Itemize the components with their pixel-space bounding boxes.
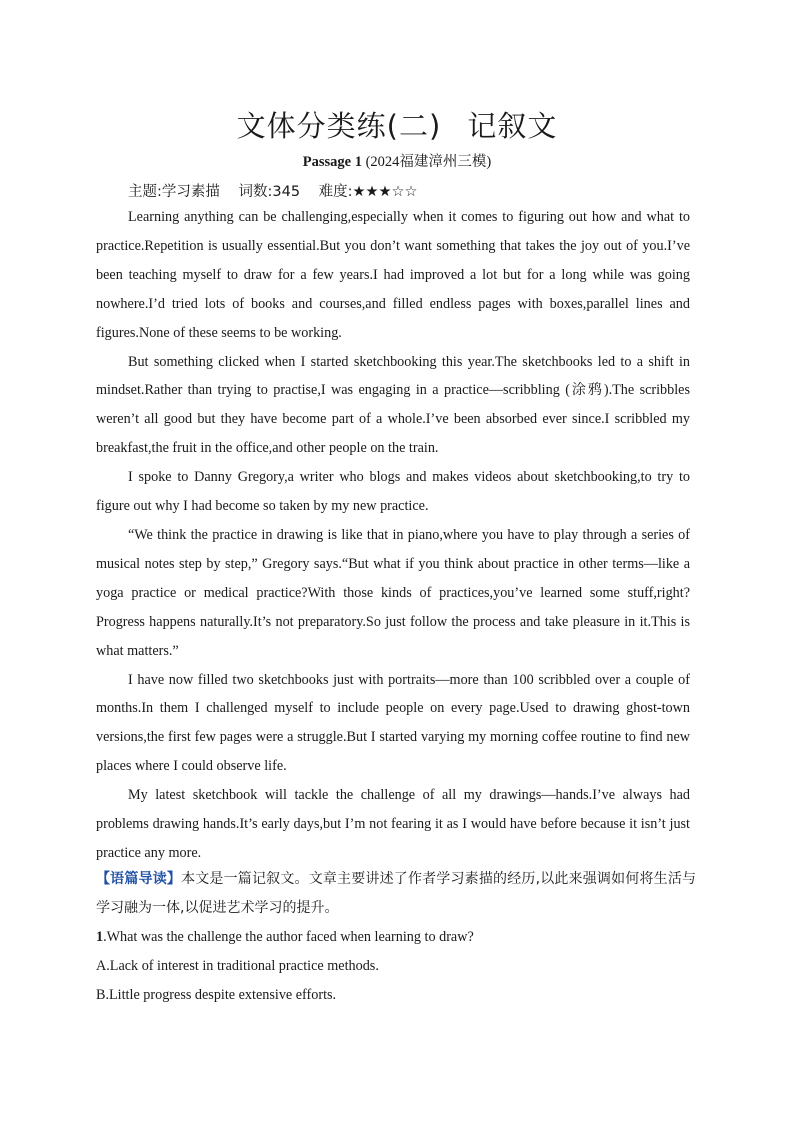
paragraph-6: My latest sketchbook will tackle the challenge of all my drawings—hands.I’ve always had problems drawing hands.It’s early days,but I’m not fearing it as I would have before because it isn’t just practice any more. (96, 787, 690, 861)
difficulty-rating: 难度:★★★☆☆ (318, 184, 418, 200)
paragraph-4: “We think the practice in drawing is like that in piano,where you have to play through a series of musical notes step by step,” Gregory says.“But what if you think about practice in other terms—like a yoga practice or medical practice?With those kinds of practices,you’ve learned some stuff,right?Progress happens naturally.It’s not preparatory.So just follow the process and take pleasure in it.This is what matters.” (96, 526, 690, 659)
passage-heading (0, 150, 794, 171)
paragraph-5: I have now filled two sketchbooks just with portraits—more than 100 scribbled over a couple of months.In them I challenged myself to include people on every page.Used to drawing ghost-town versions,the first few pages were a struggle.But I started varying my morning coffee routine to find new places where I could observe life. (96, 671, 690, 775)
title-genre: 记叙文 (467, 109, 558, 143)
paragraph-2: But something clicked when I started sketchbooking this year.The sketchbooks led to a shift in mindset.Rather than trying to practise,I was engaging in a practice—scribbling (涂鸦).The scribbles weren’t all good but they have become part of a whole.I’ve been absorbed ever since.I scribbled my breakfast,the fruit in the office,and other people on the train. (96, 353, 690, 457)
reading-guide-label: 【语篇导读】 (96, 871, 182, 887)
topic-label: 主题:学习素描 (128, 184, 220, 200)
reading-guide-text: 本文是一篇记叙文。文章主要讲述了作者学习素描的经历,以此来强调如何将生活与学习融为一体,以促进艺术学习的提升。 (96, 871, 696, 916)
question-stem: .What was the challenge the author faced when learning to draw? (103, 929, 474, 945)
paragraph-1: Learning anything can be challenging,especially when it comes to figuring out how and what to practice.Repetition is usually essential.But you don’t want something that takes the joy out of you.I’ve been teaching myself to draw for a few years.I had improved a lot but for a long while was going nowhere.I’d tried lots of books and courses,and filled endless pages with boxes,parallel lines and figures.None of these seems to be working. (96, 209, 690, 341)
passage-source: (2024福建漳州三模) (365, 154, 492, 170)
passage-meta (128, 180, 728, 201)
option-a: A.Lack of interest in traditional practice methods. (96, 957, 379, 974)
passage-body (96, 203, 690, 868)
title-main: 文体分类练(二) (236, 109, 442, 143)
option-b: B.Little progress despite extensive efforts. (96, 986, 337, 1003)
word-count: 词数:345 (238, 184, 301, 200)
question-section (96, 923, 696, 1010)
question-stem-line (96, 923, 696, 952)
question-number: 1 (96, 929, 104, 945)
reading-guide (96, 865, 696, 923)
paragraph-3: I spoke to Danny Gregory,a writer who blogs and makes videos about sketchbooking,to try to figure out why I had become so taken by my new practice. (96, 469, 690, 515)
passage-label: Passage 1 (302, 154, 362, 170)
page-title (0, 104, 794, 145)
